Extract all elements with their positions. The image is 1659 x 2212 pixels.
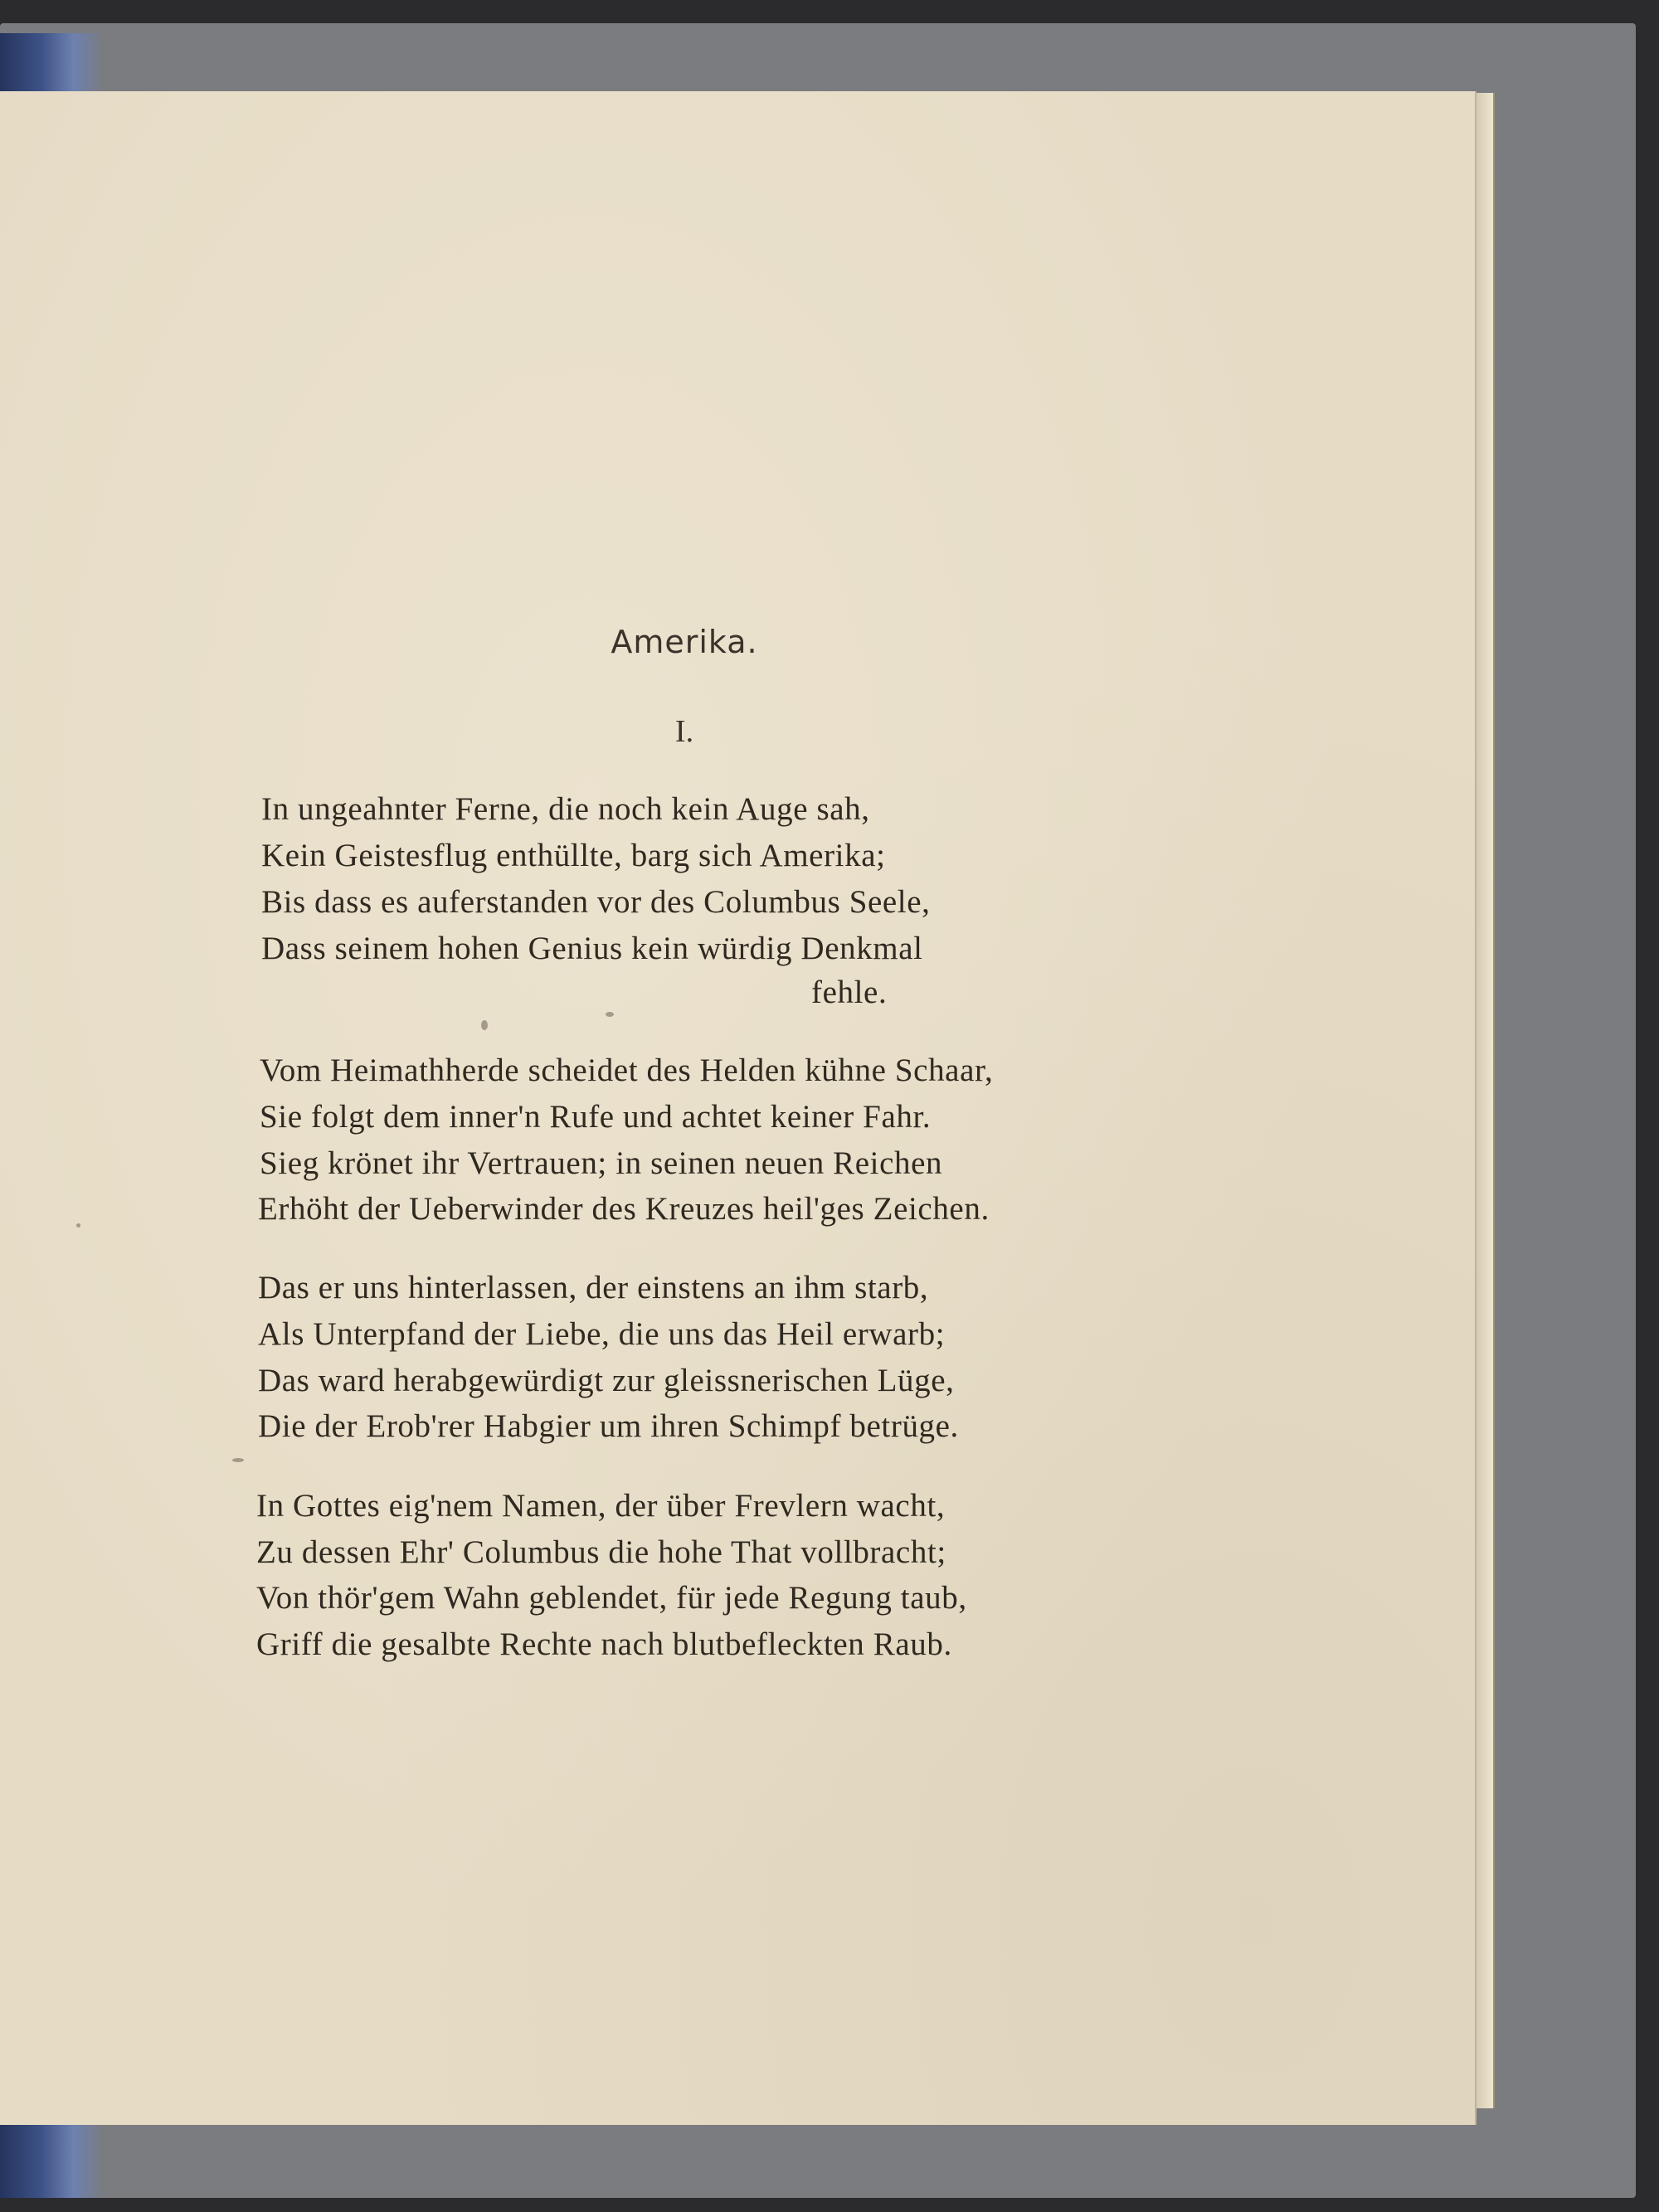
poem-line: In ungeahnter Ferne, die noch kein Auge sah, [261, 791, 870, 827]
book-spine-bottom [0, 2123, 104, 2198]
poem-line: fehle. [811, 975, 888, 1010]
book-page [0, 91, 1475, 2125]
poem-line: Das er uns hinterlassen, der einstens an ihm starb, [258, 1270, 929, 1305]
poem-line: Von thör'gem Wahn geblendet, für jede Regung taub, [256, 1580, 967, 1616]
poem-line: Dass seinem hohen Genius kein würdig Denkmal [261, 931, 923, 966]
poem-line: Das ward herabgewürdigt zur gleissnerischen Lüge, [258, 1363, 955, 1398]
poem-line: Vom Heimathherde scheidet des Helden kühne Schaar, [260, 1053, 994, 1088]
paper-speck [481, 1020, 488, 1030]
poem-line: Die der Erob'rer Habgier um ihren Schimpf betrüge. [258, 1408, 959, 1444]
paper-speck [606, 1012, 614, 1017]
poem-line: Sie folgt dem inner'n Rufe und achtet keiner Fahr. [260, 1099, 932, 1135]
poem-line: Zu dessen Ehr' Columbus die hohe That vollbracht; [256, 1534, 946, 1570]
poem-line: Als Unterpfand der Liebe, die uns das Heil erwarb; [258, 1316, 946, 1352]
poem-title: Amerika. [611, 624, 758, 660]
poem-line: Kein Geistesflug enthüllte, barg sich Amerika; [261, 838, 886, 873]
poem-line: Griff die gesalbte Rechte nach blutbefleckten Raub. [256, 1626, 952, 1662]
poem-line: In Gottes eig'nem Namen, der über Frevlern wacht, [256, 1488, 946, 1524]
poem-line: Erhöht der Ueberwinder des Kreuzes heil'ges Zeichen. [258, 1191, 990, 1227]
paper-speck [76, 1223, 80, 1228]
paper-speck [232, 1458, 244, 1462]
poem-line: Sieg krönet ihr Vertrauen; in seinen neuen Reichen [260, 1145, 943, 1181]
poem-line: Bis dass es auferstanden vor des Columbus Seele, [261, 884, 931, 920]
book-spine-top [0, 33, 104, 100]
section-numeral: I. [674, 714, 694, 749]
